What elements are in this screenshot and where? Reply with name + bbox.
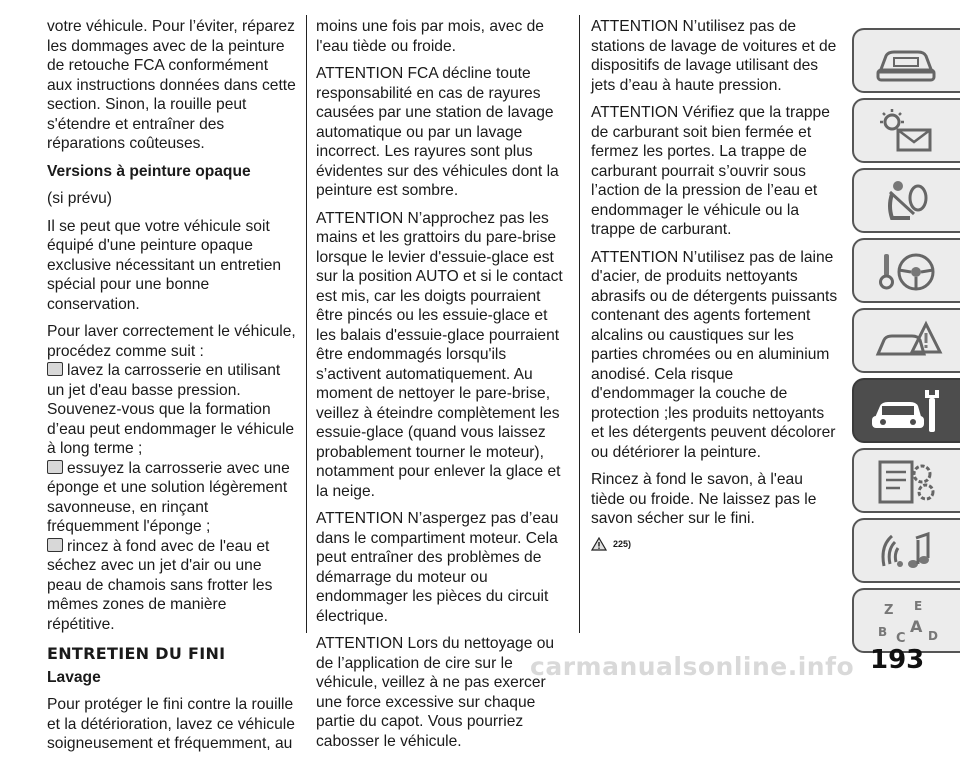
paragraph: votre véhicule. Pour l’éviter, réparez les dommages avec de la peinture de retouche FCA conformément aux instructions données dans cette section. Sinon, la rouille peut s'étendre et entraîner des réparations coûteuses.	[47, 18, 296, 152]
opaque-note: (si prévu)	[47, 190, 112, 207]
chapter-tabs	[852, 28, 960, 658]
svg-text:B: B	[878, 624, 888, 639]
paragraph: Rincez à fond le savon, à l'eau tiède ou froide. Ne laissez pas le savon sécher sur le fini.	[591, 471, 817, 527]
multimedia-music-icon	[870, 526, 944, 576]
warning-ref-number: 225)	[613, 538, 632, 549]
bullet-icon	[47, 460, 63, 474]
svg-text:Z: Z	[884, 602, 894, 618]
warning-lights-envelope-icon	[870, 106, 944, 156]
tab-safety[interactable]	[852, 168, 960, 233]
alphabetical-index-icon	[870, 596, 944, 646]
car-breakdown-warning-icon	[870, 316, 944, 366]
subheading-washing: Lavage	[47, 668, 101, 686]
warning-paragraph: ATTENTION Vérifiez que la trappe de carburant soit bien fermée et fermez les portes. La trappe de carburant pourrait s’ouvrir sous l’action de la pression de l’eau et endommager le véhicule ou la trappe de carburant.	[591, 104, 830, 238]
specifications-gears-icon	[870, 456, 944, 506]
warning-paragraph: ATTENTION Lors du nettoyage ou de l’application de cire sur le véhicule, veillez à ne pas exercer une force excessive sur chaque partie du capot. Vous pourriez cabosser le véhicule.	[316, 635, 555, 750]
tab-warning-lights[interactable]	[852, 98, 960, 163]
warning-reference	[591, 535, 841, 555]
warning-paragraph: ATTENTION N’aspergez pas d’eau dans le compartiment moteur. Cela peut entraîner des problèmes de démarrage du moteur ou endommager les pièces du circuit électrique.	[316, 510, 559, 625]
tab-emergency[interactable]	[852, 308, 960, 373]
page-number: 193	[870, 645, 925, 675]
car-dashboard-icon	[870, 36, 944, 86]
warning-paragraph: ATTENTION N’utilisez pas de laine d'acier, de produits nettoyants abrasifs ou de détergents puissants contenant des agents fortement alcalins ou caustiques sur les parties chromées ou en aluminium anodisé. Cela risque d'endommager la couche de protection ;les produits nettoyants et les détergents peuvent décolorer ou détériorer la peinture.	[591, 248, 838, 461]
warning-paragraph: ATTENTION FCA décline toute responsabilité en cas de rayures causées par une station de lavage automatique ou par un lavage incorrect. Les rayures sont plus évidentes sur des véhicules dont la peinture est sombre.	[316, 65, 559, 199]
car-wrench-icon	[870, 386, 944, 436]
tab-dashboard[interactable]	[852, 28, 960, 93]
svg-text:E: E	[914, 598, 923, 613]
watermark: carmanualsonline.info	[530, 652, 855, 681]
tab-starting-driving[interactable]	[852, 238, 960, 303]
bullet-icon	[47, 362, 63, 376]
paragraph: Il se peut que votre véhicule soit équipé d'une peinture opaque exclusive nécessitant un entretien spécial pour une bonne conservation.	[47, 217, 282, 313]
text-column-2	[316, 17, 568, 759]
tab-multimedia[interactable]	[852, 518, 960, 583]
bullet-item: rincez à fond avec de l'eau et séchez avec un jet d'air ou une peau de chamois sans frotter les mêmes zones de manière répétitive.	[47, 537, 273, 633]
tab-specifications[interactable]	[852, 448, 960, 513]
tab-index[interactable]	[852, 588, 960, 653]
svg-text:A: A	[910, 616, 923, 636]
text-column-1	[47, 17, 297, 762]
warning-paragraph: ATTENTION N’utilisez pas de stations de lavage de voitures et de dispositifs de lavage utilisant des jets d’eau à haute pression.	[591, 18, 837, 94]
paragraph: moins une fois par mois, avec de l'eau tiède ou froide.	[316, 18, 544, 55]
bullet-icon	[47, 538, 63, 552]
section-title: ENTRETIEN DU FINI	[47, 644, 226, 663]
paragraph: Pour protéger le fini contre la rouille et la détérioration, lavez ce véhicule soigneusement et fréquemment, au	[47, 696, 295, 752]
column-divider	[306, 15, 307, 633]
seat-airbag-icon	[870, 176, 944, 226]
text-column-3	[591, 17, 841, 554]
bullet-item: essuyez la carrosserie avec une éponge et une solution légèrement savonneuse, en rinçant fréquemment l'éponge ;	[47, 459, 290, 535]
warning-triangle-icon	[591, 537, 607, 551]
subheading-opaque-paint: Versions à peinture opaque	[47, 162, 251, 180]
key-steering-wheel-icon	[870, 246, 944, 296]
bullet-item: lavez la carrosserie en utilisant un jet d'eau basse pression. Souvenez-vous que la formation d’eau peut endommager le véhicule à long terme ;	[47, 362, 295, 457]
svg-text:D: D	[928, 628, 938, 643]
paragraph: Pour laver correctement le véhicule, procédez comme suit :	[47, 323, 296, 360]
svg-text:C: C	[896, 630, 906, 646]
warning-paragraph: ATTENTION N’approchez pas les mains et les grattoirs du pare-brise lorsque le levier d'essuie-glace est sur la position AUTO et si le contact est mis, car les doigts pourraient être pincés ou les essuie-glace et les balais d'essuie-glace pourraient être endommagés lorsqu'ils s’activent automatiquement. Au moment de nettoyer le pare-brise, veillez à éteindre complètement les essuie-glace (quand vous laissez probablement tourner le moteur), notamment pour enlever la glace et la neige.	[316, 209, 563, 500]
column-divider	[579, 15, 580, 633]
tab-maintenance[interactable]	[852, 378, 960, 443]
